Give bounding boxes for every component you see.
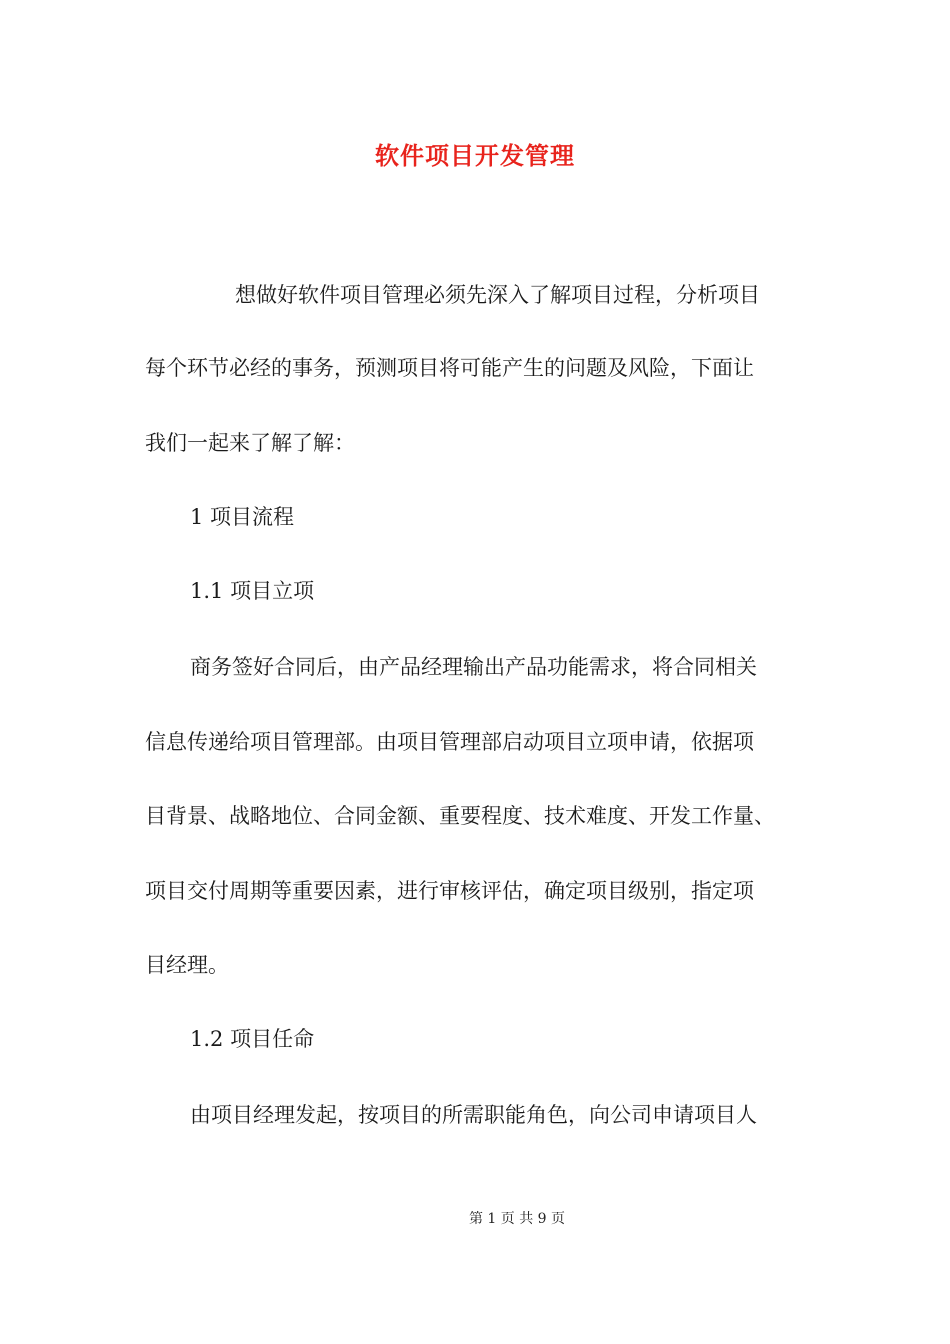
subsection-heading: 1.1 项目立项 (190, 579, 315, 603)
paragraph-line: 项目交付周期等重要因素，进行审核评估，确定项目级别，指定项 (145, 879, 754, 903)
document-title: 软件项目开发管理 (375, 142, 575, 170)
paragraph-line: 想做好软件项目管理必须先深入了解项目过程，分析项目 (235, 283, 760, 307)
paragraph-line: 商务签好合同后，由产品经理输出产品功能需求，将合同相关 (190, 655, 757, 679)
paragraph-line: 我们一起来了解了解： (145, 431, 355, 455)
paragraph-line: 目背景、战略地位、合同金额、重要程度、技术难度、开发工作量、 (145, 804, 775, 828)
page-footer: 第 1 页 共 9 页 (468, 1211, 566, 1227)
paragraph-line: 目经理。 (145, 953, 229, 977)
paragraph-line: 由项目经理发起，按项目的所需职能角色，向公司申请项目人 (190, 1103, 757, 1127)
subsection-heading: 1.2 项目任命 (190, 1027, 315, 1051)
paragraph-line: 信息传递给项目管理部。由项目管理部启动项目立项申请，依据项 (145, 730, 754, 754)
section-heading: 1 项目流程 (190, 505, 295, 529)
paragraph-line: 每个环节必经的事务，预测项目将可能产生的问题及风险，下面让 (145, 356, 754, 380)
